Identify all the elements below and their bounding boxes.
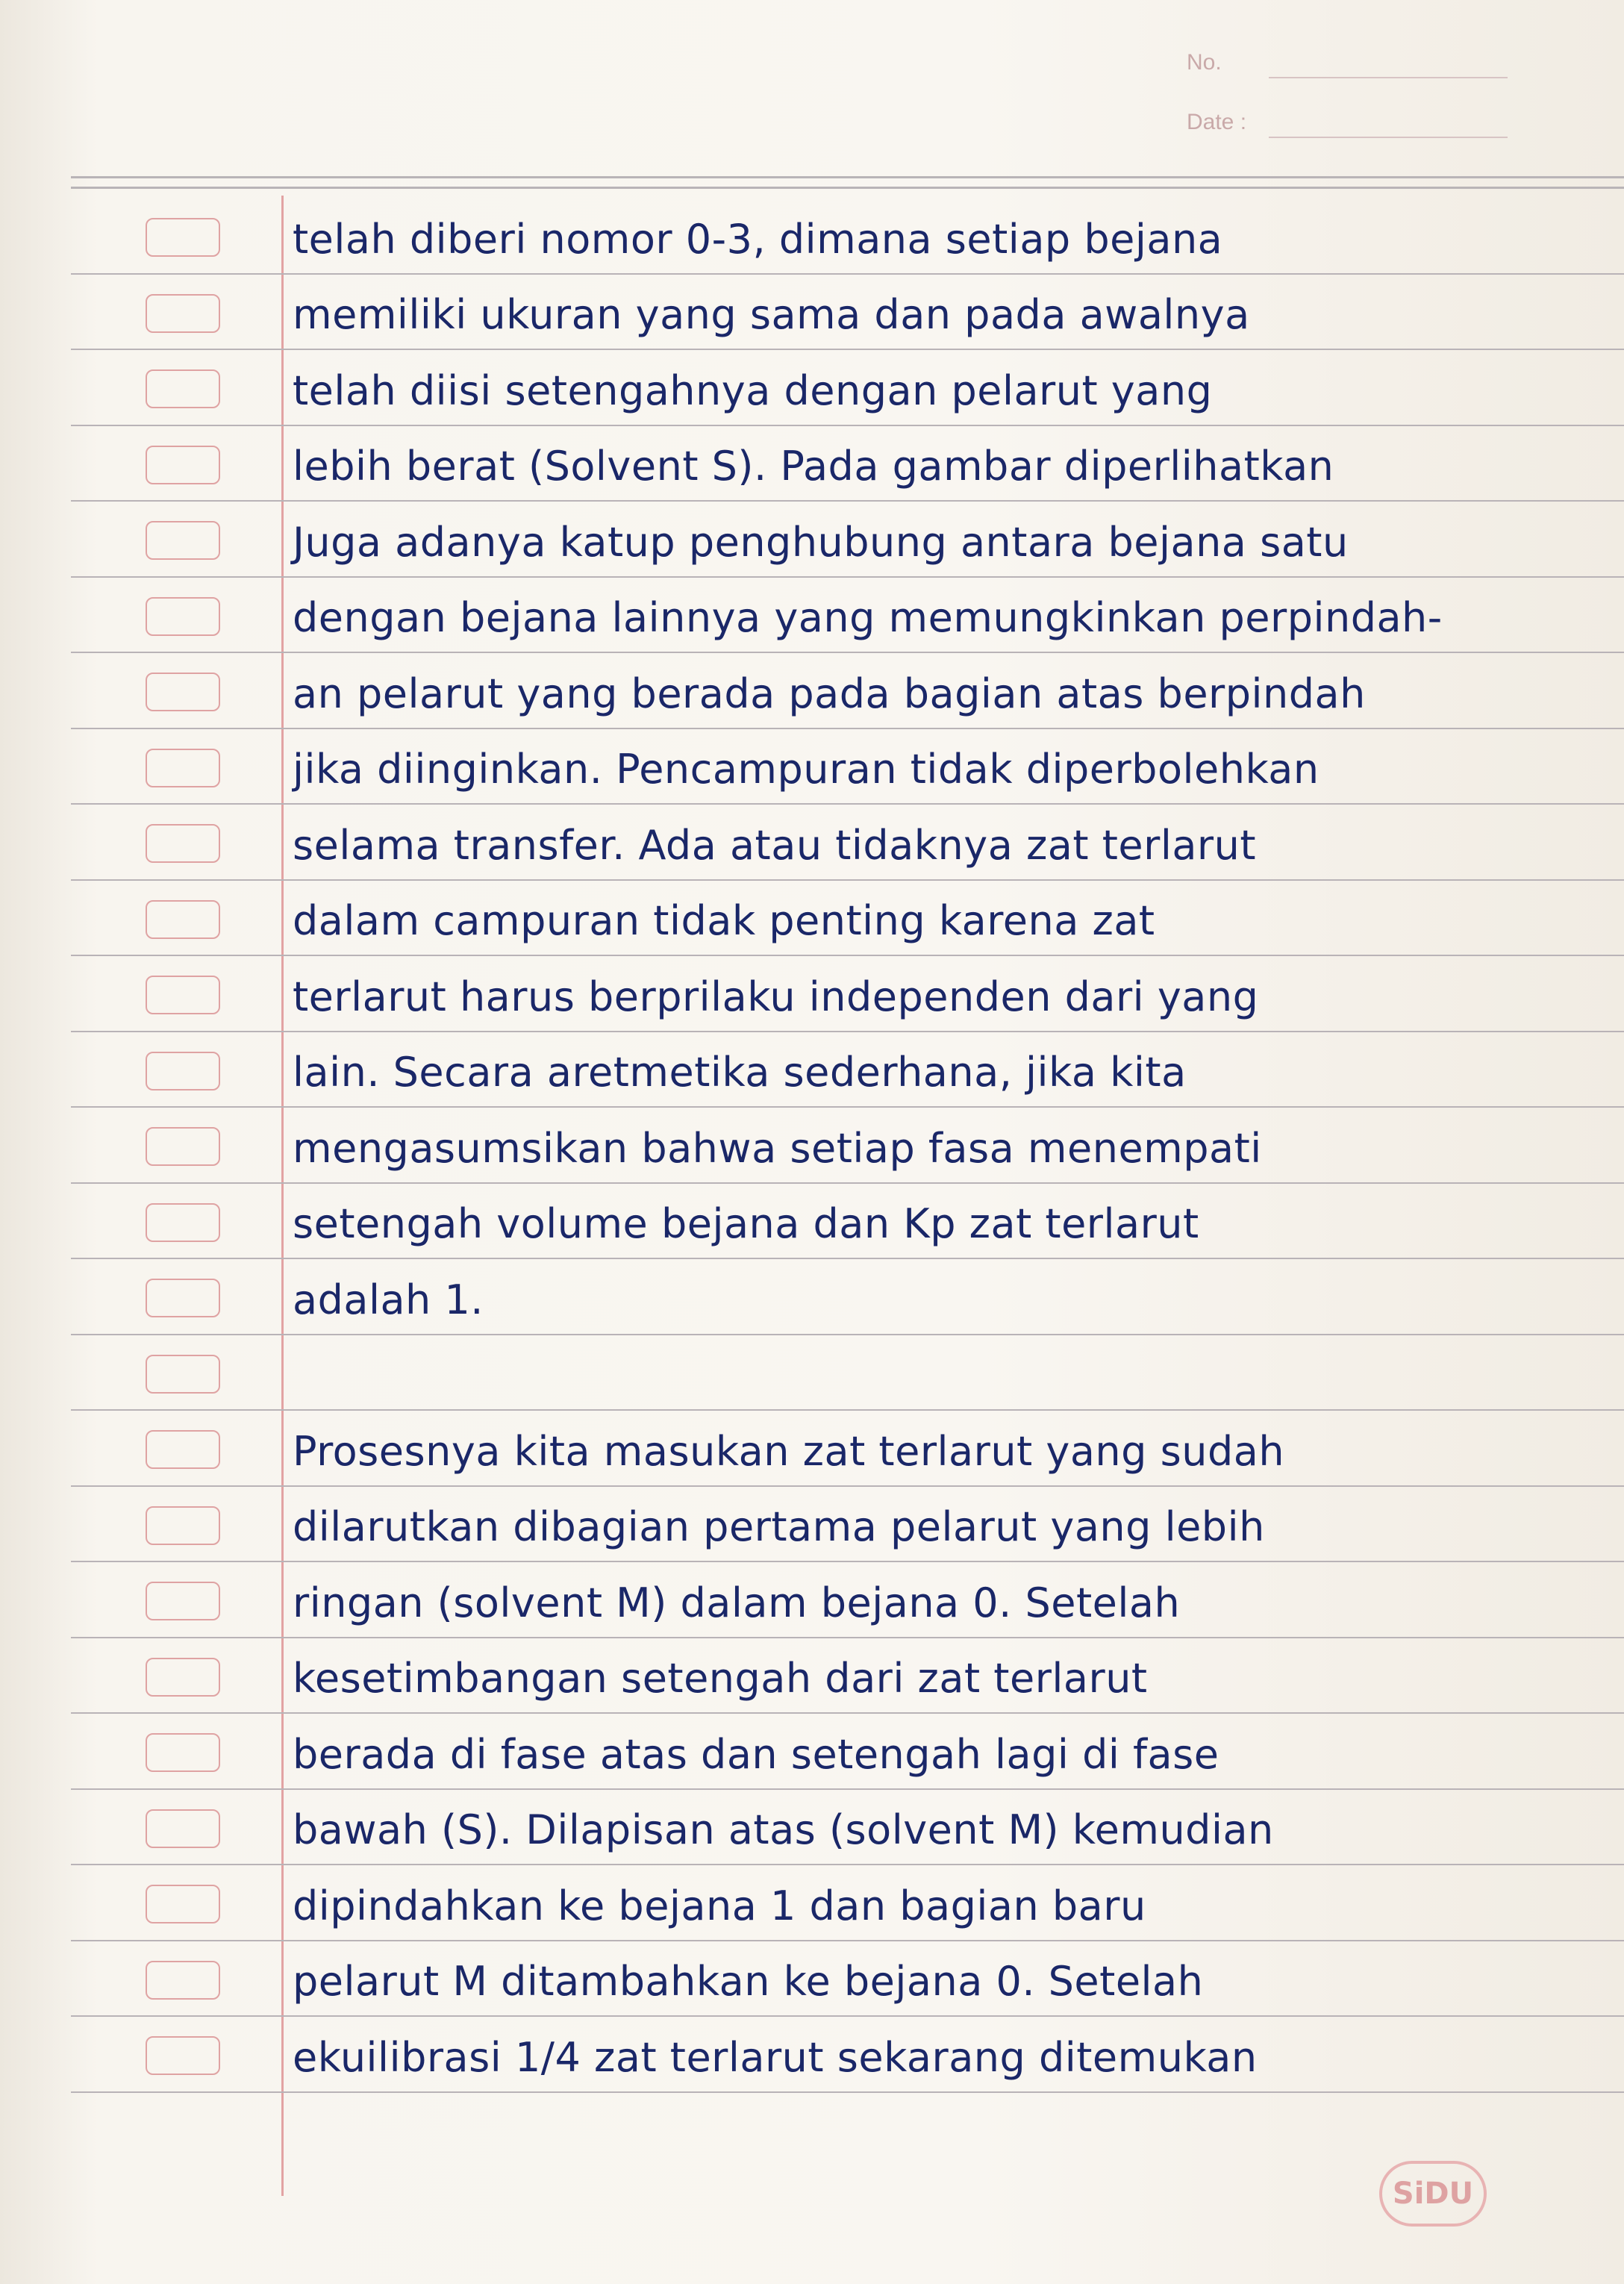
handwritten-line-text: pelarut M ditambahkan ke bejana 0. Setelah — [293, 1958, 1204, 2005]
margin-checkbox — [146, 900, 220, 939]
notebook-line — [71, 1941, 1624, 2018]
notebook-line — [71, 1032, 1624, 1108]
notebook-line — [71, 1335, 1624, 1411]
margin-checkbox — [146, 1203, 220, 1242]
handwritten-line-text: kesetimbangan setengah dari zat terlarut — [293, 1655, 1148, 1702]
handwritten-line-text: jika diinginkan. Pencampuran tidak diperbolehkan — [293, 746, 1320, 793]
number-field — [1179, 41, 1508, 101]
date-label: Date : — [1187, 110, 1247, 134]
notebook-line — [71, 275, 1624, 351]
margin-checkbox — [146, 1052, 220, 1090]
handwritten-line-text: lebih berat (Solvent S). Pada gambar diperlihatkan — [293, 443, 1334, 490]
notebook-line — [71, 1790, 1624, 1866]
margin-checkbox — [146, 1582, 220, 1620]
number-label: No. — [1187, 50, 1222, 75]
handwritten-line-text: dengan bejana lainnya yang memungkinkan perpindah- — [293, 594, 1443, 641]
notebook-line — [71, 805, 1624, 881]
margin-checkbox — [146, 824, 220, 863]
notebook-line — [71, 1184, 1624, 1260]
margin-checkbox — [146, 1279, 220, 1317]
notebook-line — [71, 1865, 1624, 1941]
notebook-line — [71, 881, 1624, 957]
margin-checkbox — [146, 1658, 220, 1697]
handwritten-line-text: lain. Secara aretmetika sederhana, jika kita — [293, 1049, 1187, 1096]
notebook-line — [71, 350, 1624, 426]
margin-checkbox — [146, 1961, 220, 2000]
notebook-line — [71, 1108, 1624, 1184]
margin-checkbox — [146, 976, 220, 1014]
margin-checkbox — [146, 749, 220, 787]
margin-checkbox — [146, 1885, 220, 1923]
handwritten-line-text: berada di fase atas dan setengah lagi di fase — [293, 1730, 1219, 1778]
margin-checkbox — [146, 1506, 220, 1545]
margin-checkbox — [146, 1355, 220, 1394]
handwritten-line-text: dipindahkan ke bejana 1 dan bagian baru — [293, 1882, 1146, 1929]
margin-checkbox — [146, 294, 220, 333]
handwritten-line-text: setengah volume bejana dan Kp zat terlarut — [293, 1200, 1199, 1247]
handwritten-line-text: bawah (S). Dilapisan atas (solvent M) kemudian — [293, 1806, 1274, 1853]
margin-checkbox — [146, 446, 220, 484]
notebook-line — [71, 1487, 1624, 1563]
margin-checkbox — [146, 597, 220, 636]
handwritten-line-text: dalam campuran tidak penting karena zat — [293, 897, 1155, 944]
notebook-line — [71, 2017, 1624, 2093]
notebook-line — [71, 1259, 1624, 1335]
notebook-line — [71, 502, 1624, 578]
number-rule — [1269, 77, 1508, 78]
handwritten-line-text: selama transfer. Ada atau tidaknya zat terlarut — [293, 821, 1257, 869]
margin-checkbox — [146, 1733, 220, 1772]
margin-checkbox — [146, 218, 220, 257]
notebook-line — [71, 1411, 1624, 1487]
notebook-line — [71, 199, 1624, 275]
notebook-line — [71, 956, 1624, 1032]
notebook-line — [71, 653, 1624, 729]
notebook-line — [71, 578, 1624, 654]
handwritten-line-text: telah diberi nomor 0-3, dimana setiap bejana — [293, 215, 1223, 263]
handwritten-line-text: adalah 1. — [293, 1276, 484, 1323]
handwritten-line-text: dilarutkan dibagian pertama pelarut yang lebih — [293, 1503, 1265, 1550]
handwritten-line-text: telah diisi setengahnya dengan pelarut yang — [293, 366, 1213, 414]
notebook-line — [71, 1562, 1624, 1638]
handwritten-line-text: an pelarut yang berada pada bagian atas berpindah — [293, 670, 1366, 717]
notebook-line — [71, 426, 1624, 502]
handwritten-line-text: ringan (solvent M) dalam bejana 0. Setelah — [293, 1579, 1181, 1626]
handwritten-line-text: ekuilibrasi 1/4 zat terlarut sekarang ditemukan — [293, 2033, 1258, 2081]
margin-checkbox — [146, 369, 220, 408]
handwritten-line-text: mengasumsikan bahwa setiap fasa menempati — [293, 1124, 1262, 1172]
handwritten-line-text: terlarut harus berprilaku independen dari yang — [293, 973, 1259, 1020]
brand-stamp-logo: SiDU — [1379, 2161, 1487, 2227]
date-rule — [1269, 137, 1508, 138]
date-field — [1179, 101, 1508, 160]
margin-checkbox — [146, 1809, 220, 1848]
margin-checkbox — [146, 521, 220, 560]
page-header — [1179, 41, 1508, 160]
margin-checkbox — [146, 673, 220, 711]
margin-checkbox — [146, 1127, 220, 1166]
notebook-line — [71, 1638, 1624, 1714]
notebook-line — [71, 1714, 1624, 1790]
margin-checkbox — [146, 1430, 220, 1469]
handwritten-line-text: memiliki ukuran yang sama dan pada awalnya — [293, 291, 1250, 338]
handwritten-text-lines — [71, 199, 1624, 2093]
handwritten-line-text: Prosesnya kita masukan zat terlarut yang sudah — [293, 1427, 1285, 1475]
handwritten-line-text: Juga adanya katup penghubung antara bejana satu — [293, 518, 1349, 566]
margin-checkbox — [146, 2036, 220, 2075]
notebook-line — [71, 729, 1624, 805]
